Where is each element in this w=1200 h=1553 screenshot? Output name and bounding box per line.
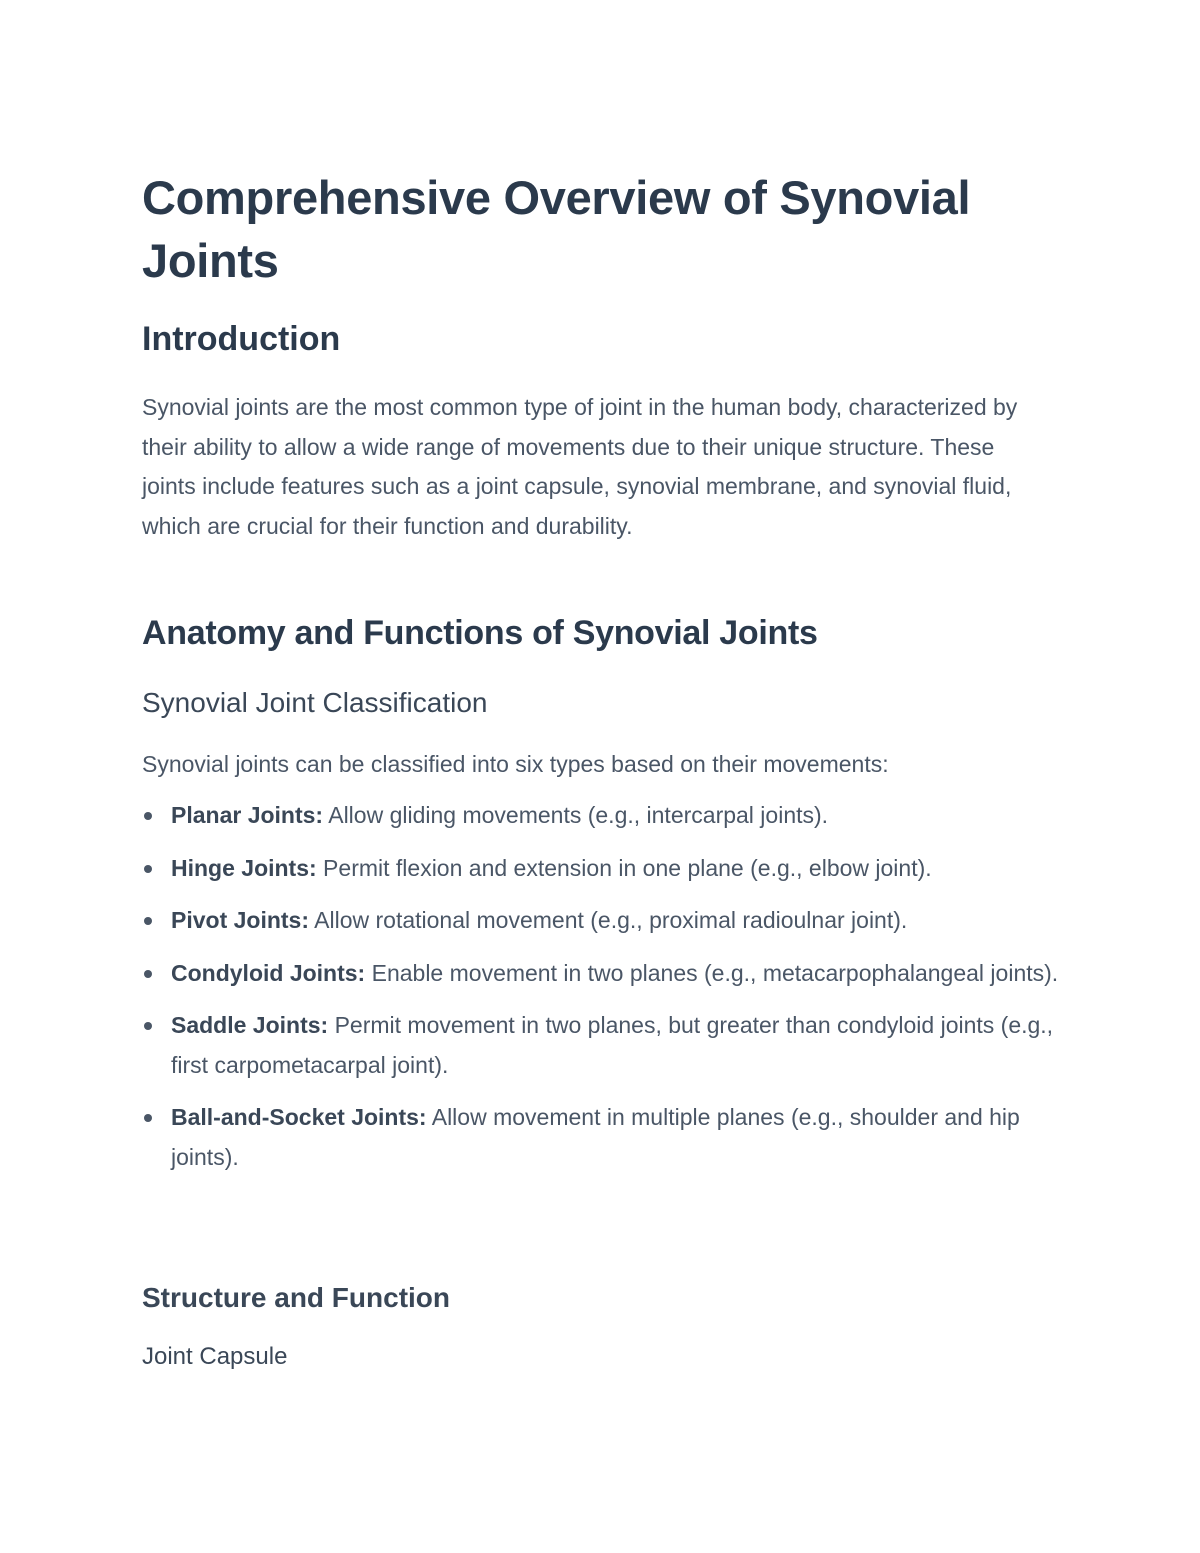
- list-item-term: Condyloid Joints:: [171, 959, 366, 986]
- bullet-icon: [144, 917, 152, 925]
- bullet-icon: [144, 1114, 152, 1122]
- list-item: [142, 1006, 1062, 1085]
- list-item: [142, 901, 1062, 941]
- list-item-term: Ball-and-Socket Joints:: [171, 1104, 427, 1130]
- bullet-icon: [144, 1022, 152, 1030]
- bullet-icon: [144, 970, 152, 978]
- list-item-term: Planar Joints:: [171, 802, 324, 828]
- bullet-icon: [144, 865, 152, 873]
- list-item: [142, 849, 1062, 889]
- heading-joint-capsule: Joint Capsule: [142, 1343, 288, 1370]
- document-title: Comprehensive Overview of Synovial Joints: [142, 171, 971, 287]
- heading-introduction: Introduction: [142, 320, 341, 358]
- list-item-text: Allow movement in multiple planes (e.g., shoulder and hip joints).: [171, 1104, 1020, 1170]
- list-item-term: Saddle Joints:: [171, 1012, 329, 1038]
- classification-intro: Synovial joints can be classified into six types based on their movements:: [142, 751, 889, 777]
- bullet-icon: [144, 812, 152, 820]
- list-item-text: Allow gliding movements (e.g., intercarpal joints).: [323, 802, 829, 828]
- list-item-text: Allow rotational movement (e.g., proximal radioulnar joint).: [309, 907, 908, 933]
- introduction-paragraph: Synovial joints are the most common type of joint in the human body, characterized by their ability to allow a wide range of movements due to their unique structure. These joints include features such as a joint capsule, synovial membrane, and synovial fluid, which are crucial for their function and durability.: [142, 394, 1018, 539]
- list-item-text: Enable movement in two planes (e.g., metacarpophalangeal joints).: [365, 959, 1059, 986]
- list-item-text: Permit flexion and extension in one plane (e.g., elbow joint).: [316, 854, 932, 881]
- list-item-term: Hinge Joints:: [171, 854, 317, 881]
- list-item-text: Permit movement in two planes, but greater than condyloid joints (e.g., first carpometacarpal joint).: [171, 1012, 1054, 1078]
- heading-anatomy: Anatomy and Functions of Synovial Joints: [142, 614, 818, 652]
- list-item: [142, 796, 1062, 836]
- heading-classification: Synovial Joint Classification: [142, 687, 488, 718]
- joint-types-list: [142, 796, 1062, 1190]
- list-item: [142, 1098, 1062, 1177]
- list-item: [142, 954, 1062, 994]
- heading-structure: Structure and Function: [142, 1282, 450, 1313]
- list-item-term: Pivot Joints:: [171, 907, 310, 933]
